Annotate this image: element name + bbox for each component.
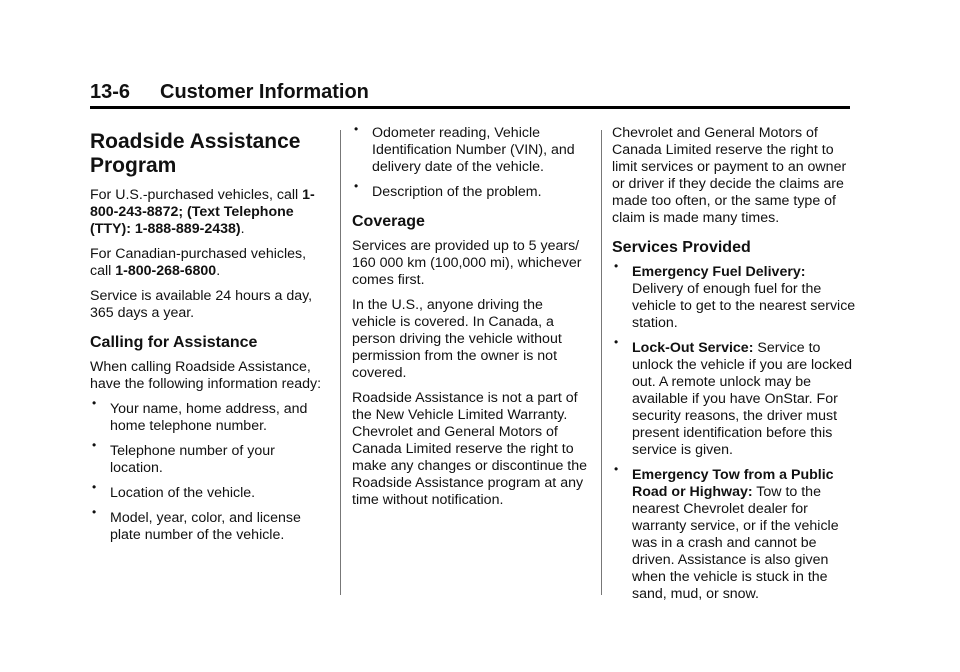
bullet-icon: • [614, 335, 619, 349]
list-item: • Odometer reading, Vehicle Identification Number (VIN), and delivery date of the vehicle. [354, 122, 575, 175]
calling-list-continued [352, 122, 588, 201]
calling-intro: When calling Roadside Assistance, have the following information ready: [90, 359, 322, 392]
column-left [90, 125, 326, 552]
bullet-icon: • [614, 462, 619, 476]
calling-heading: Calling for Assistance [90, 334, 258, 351]
chapter-title: Customer Information [160, 81, 369, 103]
list-item: • Telephone number of your location. [92, 438, 275, 476]
coverage-paragraph: In the U.S., anyone driving the vehicle is covered. In Canada, a person driving the vehicle without permission from the owner is not covered. [352, 297, 562, 381]
list-item: • Description of the problem. [354, 179, 542, 200]
bullet-icon: • [92, 438, 97, 452]
list-item: • Your name, home address, and home telephone number. [92, 396, 308, 434]
availability-paragraph: Service is available 24 hours a day, 365 days a year. [90, 288, 313, 321]
column-right [612, 125, 856, 611]
bullet-icon: • [614, 259, 619, 273]
limit-paragraph: Chevrolet and General Motors of Canada Limited reserve the right to limit services or payment to an owner or driver if they decide the claims are made too often, or the same type of claim is made many times. [612, 125, 847, 226]
column-divider [340, 130, 341, 595]
column-divider [601, 130, 602, 595]
list-item: • Location of the vehicle. [92, 480, 256, 501]
bullet-icon: • [92, 396, 97, 410]
page-number: 13-6 [90, 81, 131, 103]
bullet-icon: • [354, 179, 359, 193]
services-list [612, 259, 856, 603]
service-label: Lock-Out Service: [632, 340, 754, 356]
canada-phone-paragraph: For Canadian-purchased vehicles, call 1-800-268-6800. [90, 246, 307, 279]
calling-list [90, 396, 326, 544]
us-phone-number: 1-800-243-8872; (Text Telephone (TTY): 1-888-889-2438) [90, 187, 315, 237]
service-label: Emergency Fuel Delivery: [632, 264, 806, 280]
bullet-icon: • [354, 122, 359, 136]
service-label: Emergency Tow from a Public Road or Highway: [632, 467, 834, 500]
coverage-paragraph: Roadside Assistance is not a part of the New Vehicle Limited Warranty. Chevrolet and General Motors of Canada Limited reserve the right to make any changes or discontinue the Roadside Assistance program at any time without notification. [352, 390, 588, 508]
list-item: • Lock-Out Service: Service to unlock the vehicle if you are locked out. A remote unlock may be available if you have OnStar. For security reasons, the driver must present identification before this service is given. [614, 335, 853, 458]
services-heading: Services Provided [612, 239, 751, 256]
us-phone-paragraph: For U.S.-purchased vehicles, call 1-800-243-8872; (Text Telephone (TTY): 1-888-889-2438). [90, 187, 315, 237]
list-item: • Emergency Tow from a Public Road or Highway: Tow to the nearest Chevrolet dealer for warranty service, or if the vehicle was in a crash and cannot be driven. Assistance is also given when the vehicle is stuck in the sand, mud, or snow. [614, 462, 839, 602]
coverage-heading: Coverage [352, 213, 425, 230]
coverage-paragraph: Services are provided up to 5 years/ 160 000 km (100,000 mi), whichever comes first. [352, 238, 582, 288]
list-item: • Emergency Fuel Delivery: Delivery of enough fuel for the vehicle to get to the nearest service station. [614, 259, 856, 331]
bullet-icon: • [92, 480, 97, 494]
canada-phone-number: 1-800-268-6800 [115, 263, 217, 279]
column-middle [352, 122, 588, 517]
bullet-icon: • [92, 505, 97, 519]
section-title: Roadside Assistance Program [90, 130, 301, 177]
page-header [90, 80, 850, 109]
list-item: • Model, year, color, and license plate number of the vehicle. [92, 505, 301, 543]
